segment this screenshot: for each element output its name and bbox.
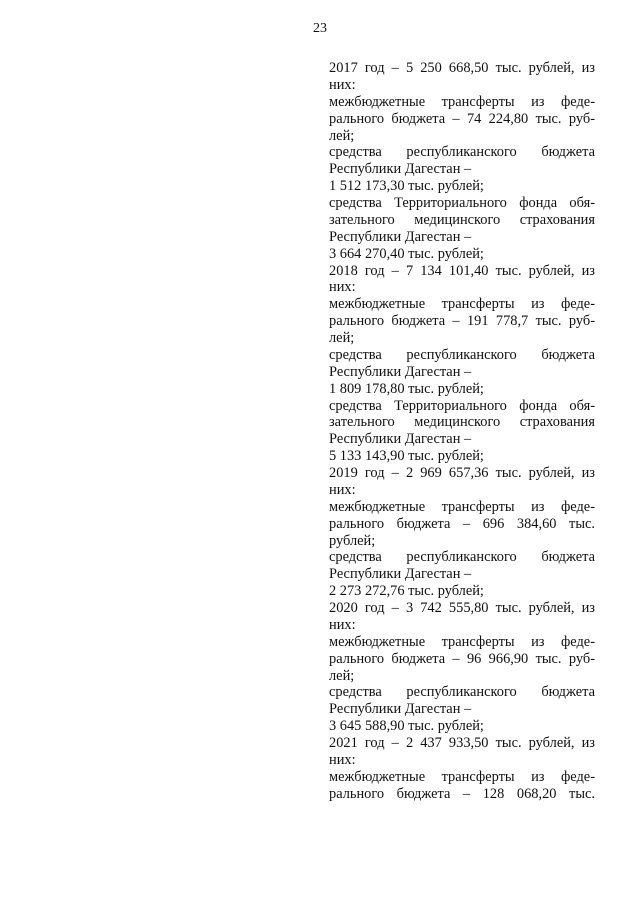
text-line: 2 273 272,76 тыс. рублей; [329, 583, 484, 600]
text-line: рального бюджета – 96 966,90 тыс. руб- [329, 650, 595, 667]
page-number: 23 [313, 21, 327, 36]
text-line: них: [329, 751, 356, 768]
text-line: лей; [329, 667, 355, 684]
text-line: них: [329, 616, 356, 633]
text-line: 2017 год – 5 250 668,50 тыс. рублей, из [329, 60, 595, 76]
text-line: Республики Дагестан – [329, 566, 472, 583]
text-line: средства республиканского бюджета [329, 684, 595, 701]
text-line: межбюджетные трансферты из феде- [329, 93, 595, 110]
text-line: 3 645 588,90 тыс. рублей; [329, 718, 484, 735]
text-line: зательного медицинского страхования [329, 414, 595, 431]
text-line: межбюджетные трансферты из феде- [329, 768, 595, 785]
text-line: лей; [329, 330, 355, 346]
text-line: Республики Дагестан – [329, 161, 472, 178]
text-line: рального бюджета – 128 068,20 тыс. [329, 785, 595, 802]
text-line: Республики Дагестан – [329, 363, 472, 380]
text-line: 3 664 270,40 тыс. рублей; [329, 245, 484, 262]
text-line: межбюджетные трансферты из феде- [329, 498, 595, 515]
text-line: 2019 год – 2 969 657,36 тыс. рублей, из [329, 465, 595, 481]
text-line: средства республиканского бюджета [329, 144, 595, 161]
text-line: средства Территориального фонда обя- [329, 195, 595, 211]
text-line: 1 809 178,80 тыс. рублей; [329, 380, 484, 397]
text-line: межбюджетные трансферты из феде- [329, 296, 595, 313]
text-line: рублей; [329, 532, 376, 549]
text-line: 5 133 143,90 тыс. рублей; [329, 448, 484, 465]
text-line: Республики Дагестан – [329, 701, 472, 718]
text-line: 1 512 173,30 тыс. рублей; [329, 178, 484, 195]
document-text-column [329, 60, 595, 803]
text-line: 2020 год – 3 742 555,80 тыс. рублей, из [329, 600, 595, 616]
text-line: лей; [329, 127, 355, 144]
text-line: Республики Дагестан – [329, 431, 472, 448]
text-line: средства Территориального фонда обя- [329, 397, 595, 414]
text-line: средства республиканского бюджета [329, 346, 595, 363]
text-line: межбюджетные трансферты из феде- [329, 633, 595, 650]
text-line: рального бюджета – 696 384,60 тыс. [329, 515, 595, 532]
text-line: них: [329, 481, 356, 498]
text-line: рального бюджета – 74 224,80 тыс. руб- [329, 110, 595, 127]
text-line: Республики Дагестан – [329, 228, 472, 245]
text-line: них: [329, 279, 356, 296]
text-line: рального бюджета – 191 778,7 тыс. руб- [329, 313, 595, 330]
text-line: средства республиканского бюджета [329, 549, 595, 566]
text-line: 2021 год – 2 437 933,50 тыс. рублей, из [329, 735, 595, 751]
text-line: зательного медицинского страхования [329, 211, 595, 228]
text-line: них: [329, 76, 356, 93]
text-line: 2018 год – 7 134 101,40 тыс. рублей, из [329, 262, 595, 279]
